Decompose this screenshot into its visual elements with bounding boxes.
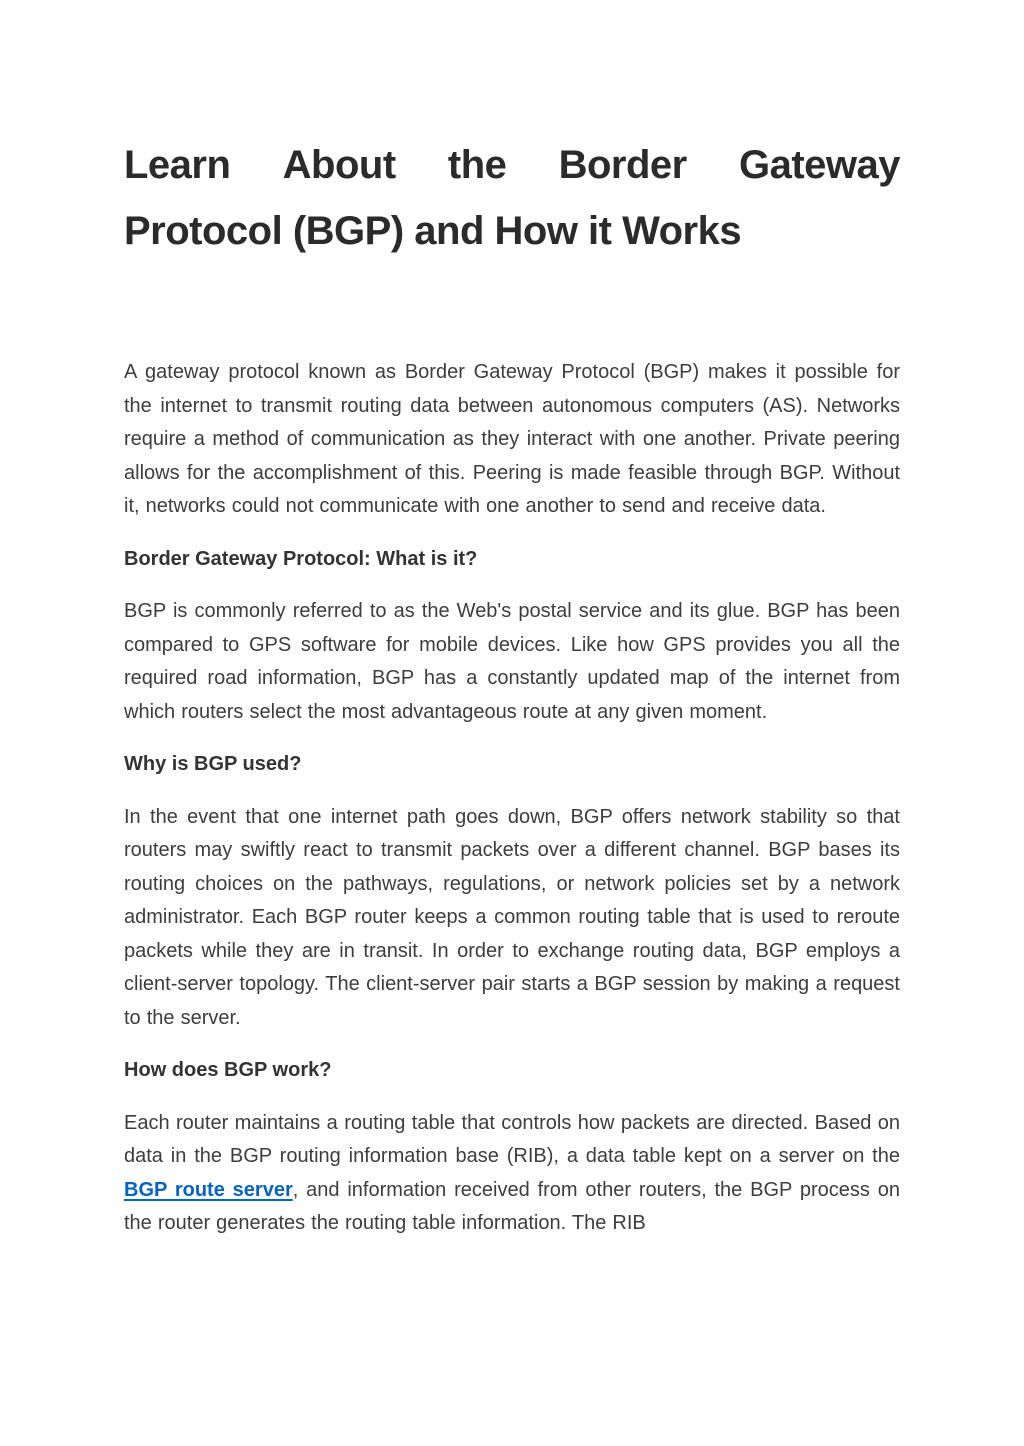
document-title-line-2: Protocol (BGP) and How it Works <box>124 209 742 253</box>
section-heading-how-does-bgp-work: How does BGP work? <box>124 1059 332 1081</box>
intro-paragraph: A gateway protocol known as Border Gateway Protocol (BGP) makes it possible for the internet to transmit routing data between autonomous computers (AS). Networks require a method of communication as they interact with one another. Private peering allows for the accomplishment of this. Peering is made feasible through BGP. Without it, networks could not communicate with one another to send and receive data. <box>124 361 900 517</box>
paragraph-text-before-link: Each router maintains a routing table that controls how packets are directed. Based on data in the BGP routing information base (RIB), a data table kept on a server on the <box>124 1111 900 1167</box>
section-paragraph-what-is-it: BGP is commonly referred to as the Web's postal service and its glue. BGP has been compared to GPS software for mobile devices. Like how GPS provides you all the required road information, BGP has a constantly updated map of the internet from which routers select the most advantageous route at any given moment. <box>124 600 900 723</box>
bgp-route-server-link[interactable]: BGP route server <box>124 1178 293 1201</box>
section-paragraph-how-does-bgp-work <box>124 1107 900 1241</box>
title-word: Border <box>558 143 687 187</box>
section-heading-why-is-bgp-used: Why is BGP used? <box>124 753 302 775</box>
document-title <box>124 132 900 264</box>
paragraph-text-after-link: , and information received from other routers, the BGP process on the router generates the routing table information. The RIB <box>124 1178 900 1234</box>
title-word: Gateway <box>738 143 900 187</box>
section-heading-what-is-it: Border Gateway Protocol: What is it? <box>124 547 478 570</box>
document-title-line-1 <box>124 132 900 198</box>
title-word: About <box>282 143 396 187</box>
section-paragraph-why-is-bgp-used: In the event that one internet path goes down, BGP offers network stability so that routers may swiftly react to transmit packets over a different channel. BGP bases its routing choices on the pathways, regulations, or network policies set by a network administrator. Each BGP router keeps a common routing table that is used to reroute packets while they are in transit. In order to exchange routing data, BGP employs a client-server topology. The client-server pair starts a BGP session by making a request to the server. <box>124 805 900 1029</box>
title-word: Learn <box>124 143 231 187</box>
title-word: the <box>447 143 507 187</box>
